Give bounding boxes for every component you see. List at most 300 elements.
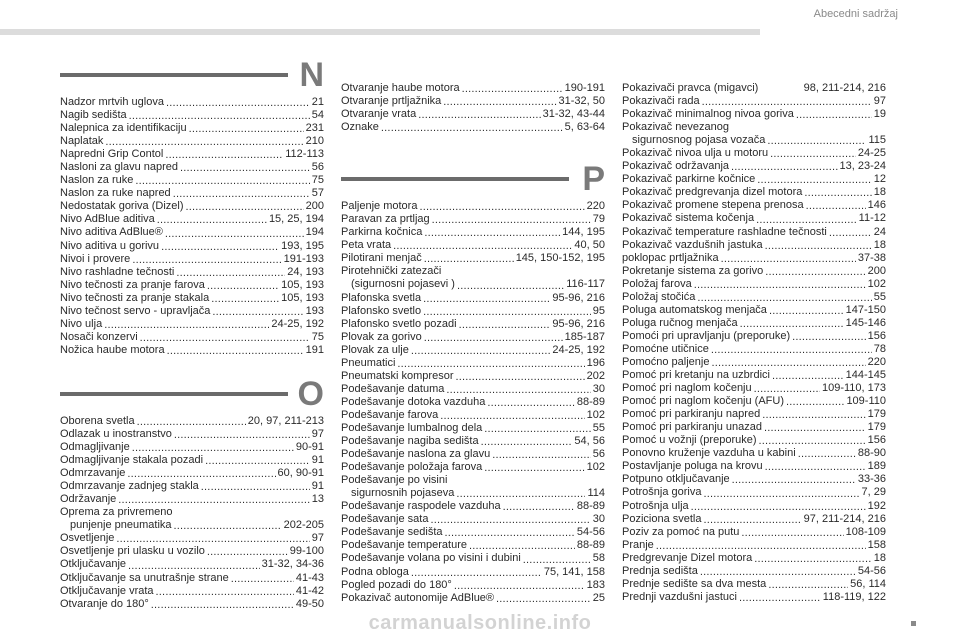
dot-leader	[165, 150, 283, 161]
dot-leader	[711, 358, 865, 369]
dot-leader	[732, 475, 856, 486]
dot-leader	[462, 84, 563, 95]
entry-pages: 88-89	[576, 500, 605, 513]
index-entry	[341, 121, 605, 134]
dot-leader	[770, 149, 856, 160]
entry-pages: 54-56	[857, 564, 886, 577]
dot-leader	[768, 580, 848, 591]
dot-leader	[445, 528, 575, 539]
entry-pages: 24-25, 192	[271, 317, 324, 330]
dot-leader	[156, 587, 294, 598]
entry-pages: 192	[867, 499, 886, 512]
dot-leader	[757, 175, 871, 186]
entry-pages: 24-25	[857, 147, 886, 160]
entry-pages: 105, 193	[281, 291, 324, 304]
index-entry	[622, 121, 886, 134]
dot-leader	[423, 307, 591, 318]
entry-pages: 88-89	[576, 395, 605, 408]
entry-pages: 18	[873, 238, 886, 251]
index-entry	[622, 408, 886, 421]
dot-leader	[176, 268, 285, 279]
entry-pages: 196	[586, 356, 605, 369]
entry-term: Odmrzavanje zadnjeg stakla	[60, 480, 199, 493]
index-entry	[341, 487, 605, 500]
entry-pages: 194	[305, 226, 324, 239]
entry-term: Podešavanje sata	[341, 513, 429, 526]
entry-term: Peta vrata	[341, 239, 392, 252]
dot-leader	[456, 489, 585, 500]
index-entry	[622, 343, 886, 356]
entry-pages: 158	[867, 538, 886, 551]
entry-pages: 78	[873, 342, 886, 355]
index-entry	[341, 552, 605, 565]
entry-term: Pomoćno paljenje	[622, 355, 710, 368]
dot-leader	[769, 306, 844, 317]
entry-pages: 5, 63-64	[564, 121, 605, 134]
entry-term: Podešavanje dotoka vazduha	[341, 395, 486, 408]
entry-pages: 75	[311, 330, 324, 343]
entry-pages: 102	[586, 461, 605, 474]
entry-pages: 102	[867, 277, 886, 290]
entry-term: Pneumatici	[341, 356, 396, 369]
dot-leader	[411, 346, 551, 357]
entry-list-n	[60, 96, 324, 357]
dot-leader	[443, 97, 556, 108]
entry-pages: 18	[873, 551, 886, 564]
entry-term: Prednja sedišta	[622, 564, 698, 577]
index-entry	[341, 265, 605, 278]
index-entry	[341, 278, 605, 291]
dot-leader	[105, 137, 303, 148]
entry-pages: 98, 211-214, 216	[803, 82, 886, 94]
index-entry	[341, 357, 605, 370]
entry-term: Otvaranje haube motora	[341, 82, 460, 94]
entry-term: sigurnosnih pojaseva	[351, 487, 455, 500]
dot-leader	[469, 541, 575, 552]
entry-term: Nivo tečnost servo - upravljača	[60, 304, 211, 317]
dot-leader	[806, 201, 866, 212]
entry-term: Pirotehnički zatezači	[341, 265, 442, 278]
index-entry	[622, 473, 886, 486]
dot-leader	[457, 281, 564, 292]
entry-term: Pokazivač parkirne kočnice	[622, 173, 756, 186]
index-entry	[60, 213, 324, 226]
dot-leader	[765, 241, 872, 252]
entry-pages: 40, 50	[574, 239, 605, 252]
dot-leader	[127, 469, 275, 480]
entry-pages: 25	[592, 591, 605, 604]
dot-leader	[691, 502, 866, 513]
entry-term: Potrošnja goriva	[622, 486, 702, 499]
index-entry	[622, 421, 886, 434]
index-entry	[60, 240, 324, 253]
dot-leader	[484, 463, 584, 474]
entry-term: Oborena svetla	[60, 414, 135, 427]
index-entry	[60, 122, 324, 135]
entry-pages: 7, 29	[861, 486, 886, 499]
index-entry	[341, 226, 605, 239]
index-entry	[60, 200, 324, 213]
entry-pages: 11-12	[858, 212, 886, 225]
index-entry	[341, 252, 605, 265]
entry-pages: 15, 25, 194	[268, 213, 324, 226]
entry-pages: 20, 97, 211-213	[247, 414, 324, 427]
entry-pages: 30	[592, 513, 605, 526]
dot-leader	[721, 254, 856, 265]
index-entry	[622, 395, 886, 408]
entry-term: Pokazivači rada	[622, 95, 700, 108]
index-entry	[341, 95, 605, 108]
index-entry	[341, 409, 605, 422]
entry-term: Pilotirani menjač	[341, 252, 422, 265]
entry-pages: 13, 23-24	[839, 160, 886, 173]
dot-leader	[739, 593, 821, 604]
entry-pages: 56	[311, 161, 324, 174]
index-entry	[60, 480, 324, 493]
entry-term: Osvetljenje	[60, 532, 115, 545]
entry-term: Postavljanje poluga na krovu	[622, 460, 763, 473]
entry-pages: 41-42	[295, 584, 324, 597]
index-entry	[341, 292, 605, 305]
index-entry	[60, 292, 324, 305]
index-entry	[622, 330, 886, 343]
index-entry	[622, 500, 886, 513]
entry-term: Otključavanje vrata	[60, 584, 154, 597]
index-entry	[622, 134, 886, 147]
index-entry	[60, 174, 324, 187]
index-entry	[60, 545, 324, 558]
dot-leader	[140, 333, 310, 344]
index-entry	[341, 318, 605, 331]
index-entry	[341, 461, 605, 474]
dot-leader	[423, 294, 550, 305]
entry-pages: 112-113	[285, 148, 324, 161]
entry-term: Paravan za prtljag	[341, 213, 430, 226]
dot-leader	[189, 124, 304, 135]
index-entry	[341, 592, 605, 605]
dot-leader	[503, 502, 575, 513]
entry-term: Oznake	[341, 121, 379, 134]
entry-list-p	[341, 200, 605, 604]
dot-leader	[231, 574, 294, 585]
entry-pages: 75	[311, 174, 324, 187]
index-entry	[622, 291, 886, 304]
dot-leader	[424, 254, 514, 265]
index-entry	[341, 344, 605, 357]
entry-term: Poluga automatskog menjača	[622, 303, 767, 316]
index-entry	[622, 434, 886, 447]
entry-term: Napredni Grip Contol	[60, 148, 164, 161]
entry-term: Plafonsko svetlo	[341, 304, 422, 317]
dot-leader	[116, 534, 309, 545]
entry-term: Nosači konzervi	[60, 330, 138, 343]
index-entry	[341, 82, 605, 95]
entry-pages: 145, 150-152, 195	[515, 252, 605, 265]
index-entry	[341, 422, 605, 435]
entry-pages: 30	[592, 382, 605, 395]
letter-p: P	[582, 160, 605, 199]
index-entry	[60, 109, 324, 122]
dot-leader	[754, 554, 872, 565]
index-entry	[60, 96, 324, 109]
dot-leader	[424, 228, 560, 239]
entry-pages: 33-36	[857, 473, 886, 486]
index-entry	[60, 585, 324, 598]
entry-term: Odlazak u inostranstvo	[60, 427, 172, 440]
index-entry	[60, 318, 324, 331]
entry-term: Podešavanje položaja farova	[341, 461, 483, 474]
entry-term: Pokazivač autonomije AdBlue®	[341, 591, 495, 604]
entry-term: Prednje sedište sa dva mesta	[622, 577, 767, 590]
index-entry	[60, 415, 324, 428]
dot-leader	[754, 384, 820, 395]
index-entry	[341, 448, 605, 461]
entry-term: Nivo aditiva u gorivu	[60, 239, 160, 252]
index-entry	[341, 435, 605, 448]
dot-leader	[430, 515, 590, 526]
index-entry	[622, 578, 886, 591]
index-entry	[622, 173, 886, 186]
dot-leader	[165, 229, 304, 240]
index-entry	[60, 187, 324, 200]
dot-leader	[711, 345, 872, 356]
index-entry	[60, 135, 324, 148]
index-entry	[622, 552, 886, 565]
dot-leader	[697, 293, 871, 304]
entry-pages: 190-191	[564, 82, 605, 94]
entry-pages: 202	[586, 369, 605, 382]
entry-pages: 55	[592, 421, 605, 434]
entry-pages: 193	[305, 304, 324, 317]
letter-heading-n	[60, 56, 324, 96]
dot-leader	[492, 450, 591, 461]
dot-leader	[135, 176, 309, 187]
entry-pages: 31-32, 43-44	[542, 108, 605, 121]
entry-pages: 12	[873, 173, 886, 186]
entry-term: Poluga ručnog menjača	[622, 316, 738, 329]
entry-pages: 57	[311, 187, 324, 200]
index-entry	[622, 212, 886, 225]
dot-leader	[167, 346, 304, 357]
entry-pages: 97	[311, 532, 324, 545]
entry-pages: 183	[586, 578, 605, 591]
index-entry	[341, 396, 605, 409]
entry-term: Odmagljivanje stakala pozadi	[60, 454, 204, 467]
dot-leader	[487, 398, 575, 409]
index-entry	[622, 278, 886, 291]
entry-pages: 200	[305, 200, 324, 213]
index-entry	[622, 356, 886, 369]
dot-leader	[759, 436, 866, 447]
entry-term: poklopac prtljažnika	[622, 251, 719, 264]
entry-pages: 189	[867, 460, 886, 473]
index-entry	[341, 526, 605, 539]
entry-pages: 56	[592, 448, 605, 461]
index-entry	[60, 279, 324, 292]
entry-term: Podešavanje lumbalnog dela	[341, 421, 483, 434]
index-entry	[341, 383, 605, 396]
heading-rule	[60, 73, 288, 77]
dot-leader	[829, 228, 872, 239]
index-entry	[622, 186, 886, 199]
entry-term: (sigurnosni pojasevi )	[351, 278, 455, 291]
index-entry	[60, 266, 324, 279]
header-bar	[0, 29, 760, 35]
index-entry	[622, 460, 886, 473]
dot-leader	[764, 423, 866, 434]
entry-term: Osvetljenje pri ulasku u vozilo	[60, 545, 205, 558]
entry-term: Pokretanje sistema za gorivo	[622, 264, 764, 277]
entry-term: Poziciona svetla	[622, 512, 702, 525]
entry-pages: 193, 195	[281, 239, 324, 252]
letter-heading-o	[60, 375, 324, 415]
dot-leader	[786, 397, 844, 408]
entry-term: Otvaranje vrata	[341, 108, 417, 121]
dot-leader	[432, 215, 591, 226]
dot-leader	[381, 123, 563, 134]
entry-term: Poziv za pomoć na putu	[622, 525, 740, 538]
entry-pages: 95-96, 216	[552, 317, 605, 330]
entry-term: Pokazivač nivoa ulja u motoru	[622, 147, 769, 160]
entry-term: Pomoć pri parkiranju napred	[622, 408, 761, 421]
dot-leader	[174, 521, 282, 532]
dot-leader	[772, 371, 844, 382]
entry-term: Podešavanje temperature	[341, 539, 467, 552]
entry-term: Podešavanje volana po visini i dubini	[341, 552, 521, 565]
entry-pages: 185-187	[564, 330, 605, 343]
entry-pages: 179	[867, 408, 886, 421]
dot-leader	[161, 242, 279, 253]
index-entry	[341, 474, 605, 487]
entry-term: Otvaranje do 180°	[60, 597, 149, 610]
entry-pages: 210	[305, 135, 324, 148]
dot-leader	[804, 188, 871, 199]
entry-term: Pokazivači pravca (migavci)	[622, 82, 759, 94]
index-entry	[60, 305, 324, 318]
entry-term: Odmagljivanje	[60, 441, 130, 454]
entry-term: Položaj stočića	[622, 290, 696, 303]
dot-leader	[186, 202, 304, 213]
entry-term: Pokazivač temperature rashladne tečnosti	[622, 225, 827, 238]
dot-leader	[174, 430, 310, 441]
entry-term: Podešavanje farova	[341, 408, 439, 421]
dot-leader	[393, 241, 572, 252]
entry-list-o-cont	[341, 82, 605, 134]
dot-leader	[481, 437, 573, 448]
index-entry	[622, 591, 886, 604]
dot-leader	[704, 515, 802, 526]
entry-term: Naslon za ruke napred	[60, 187, 171, 200]
entry-term: Pokazivač minimalnog nivoa goriva	[622, 108, 794, 121]
entry-term: Podešavanje sedišta	[341, 526, 443, 539]
index-column-1	[60, 56, 324, 611]
entry-pages: 37-38	[857, 251, 886, 264]
index-entry	[60, 493, 324, 506]
entry-pages: 95	[592, 304, 605, 317]
entry-pages: 55	[873, 290, 886, 303]
index-entry	[622, 526, 886, 539]
dot-leader	[411, 568, 542, 579]
entry-term: Plovak za gorivo	[341, 330, 422, 343]
dot-leader	[792, 332, 866, 343]
dot-leader	[129, 111, 310, 122]
index-entry	[622, 486, 886, 499]
dot-leader	[132, 443, 294, 454]
entry-pages: 145-146	[845, 316, 886, 329]
entry-term: Pokazivač nevezanog	[622, 121, 730, 134]
entry-term: sigurnosnog pojasa vozača	[632, 134, 766, 147]
entry-list-p-cont	[622, 82, 886, 604]
entry-term: Pomoć u vožnji (preporuke)	[622, 434, 757, 447]
dot-leader	[173, 189, 310, 200]
heading-rule	[60, 392, 288, 396]
entry-term: Nivo tečnosti za pranje stakala	[60, 291, 210, 304]
entry-pages: 41-43	[295, 571, 324, 584]
entry-pages: 179	[867, 421, 886, 434]
entry-pages: 200	[867, 264, 886, 277]
entry-pages: 108-109	[845, 525, 886, 538]
index-entry	[60, 572, 324, 585]
entry-pages: 156	[867, 434, 886, 447]
dot-leader	[496, 594, 591, 605]
entry-pages: 109-110	[846, 395, 886, 408]
dot-leader	[765, 462, 866, 473]
entry-pages: 19	[873, 108, 886, 121]
entry-pages: 91	[311, 454, 324, 467]
entry-term: Položaj farova	[622, 277, 692, 290]
entry-pages: 31-32, 34-36	[261, 558, 324, 571]
index-entry	[622, 252, 886, 265]
entry-term: Pranje	[622, 538, 654, 551]
dot-leader	[740, 319, 844, 330]
dot-leader	[418, 110, 540, 121]
entry-pages: 116-117	[566, 278, 605, 291]
entry-term: Pomoć pri parkiranju unazad	[622, 421, 763, 434]
entry-term: Pneumatski kompresor	[341, 369, 454, 382]
entry-pages: 220	[586, 200, 605, 213]
dot-leader	[424, 333, 563, 344]
entry-term: Plafonska svetla	[341, 291, 422, 304]
letter-heading-p	[341, 160, 605, 200]
entry-pages: 115	[868, 134, 886, 147]
index-column-2	[341, 82, 605, 605]
entry-term: Odmrzavanje	[60, 467, 126, 480]
entry-term: Nasloni za glavu napred	[60, 161, 179, 174]
index-entry	[622, 95, 886, 108]
index-entry	[622, 369, 886, 382]
dot-leader	[694, 280, 866, 291]
entry-pages: 54, 56	[574, 435, 605, 448]
entry-pages: 191	[305, 343, 324, 356]
entry-pages: 118-119, 122	[822, 590, 886, 603]
entry-pages: 79	[592, 213, 605, 226]
index-entry	[60, 532, 324, 545]
entry-pages: 18	[873, 186, 886, 199]
entry-term: Potrošnja ulja	[622, 499, 689, 512]
index-entry	[60, 519, 324, 532]
entry-pages: 105, 193	[281, 278, 324, 291]
index-entry	[622, 226, 886, 239]
index-entry	[622, 199, 886, 212]
index-entry	[622, 82, 886, 95]
entry-term: Oprema za privremeno	[60, 506, 173, 519]
entry-term: Ponovno kruženje vazduha u kabini	[622, 447, 796, 460]
index-entry	[341, 108, 605, 121]
dot-leader	[137, 417, 246, 428]
entry-term: Predgrevanje Dizel motora	[622, 551, 753, 564]
heading-rule	[341, 177, 569, 181]
entry-pages: 95-96, 216	[552, 291, 605, 304]
